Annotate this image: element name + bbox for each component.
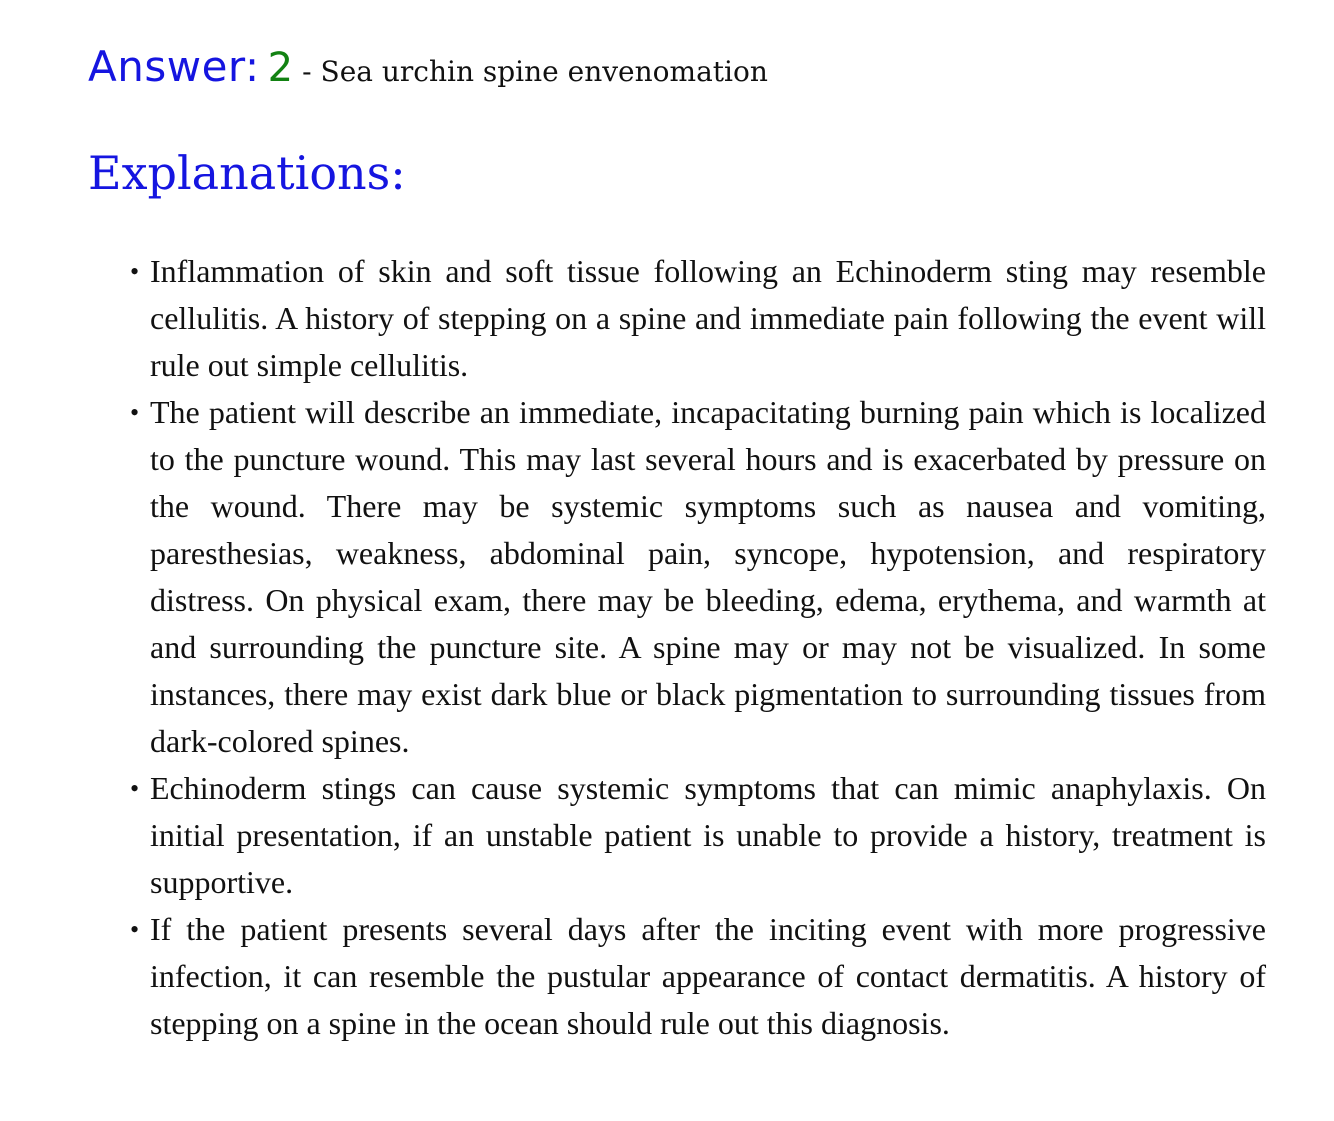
answer-number: 2 xyxy=(267,45,294,91)
list-item xyxy=(130,765,1266,906)
bullet-icon: • xyxy=(130,774,140,803)
bullet-icon: • xyxy=(130,915,140,944)
list-item-text: If the patient presents several days after the inciting event with more progressive infection, it can resemble the pustular appearance of contact dermatitis. A history of stepping on a spine in the ocean should rule out this diagnosis. xyxy=(150,911,1266,1041)
bullet-icon: • xyxy=(130,398,140,427)
bullet-icon: • xyxy=(130,257,140,286)
explanations-list xyxy=(130,248,1266,1047)
explanations-heading: Explanations: xyxy=(88,146,406,200)
answer-label: Answer: xyxy=(88,42,260,91)
list-item xyxy=(130,248,1266,389)
list-item-text: The patient will describe an immediate, incapacitating burning pain which is localized to the puncture wound. This may last several hours and is exacerbated by pressure on the wound. There may be systemic symptoms such as nausea and vomiting, paresthesias, weakness, abdominal pain, syncope, hypotension, and respiratory distress. On physical exam, there may be bleeding, edema, erythema, and warmth at and surrounding the puncture site. A spine may or may not be visualized. In some instances, there may exist dark blue or black pigmentation to surrounding tissues from dark-colored spines. xyxy=(150,394,1266,759)
answer-text: - Sea urchin spine envenomation xyxy=(302,55,768,88)
answer-line xyxy=(88,42,768,91)
list-item-text: Inflammation of skin and soft tissue following an Echinoderm sting may resemble cellulitis. A history of stepping on a spine and immediate pain following the event will rule out simple cellulitis. xyxy=(150,253,1266,383)
list-item xyxy=(130,389,1266,765)
list-item xyxy=(130,906,1266,1047)
list-item-text: Echinoderm stings can cause systemic symptoms that can mimic anaphylaxis. On initial presentation, if an unstable patient is unable to provide a history, treatment is supportive. xyxy=(150,770,1266,900)
